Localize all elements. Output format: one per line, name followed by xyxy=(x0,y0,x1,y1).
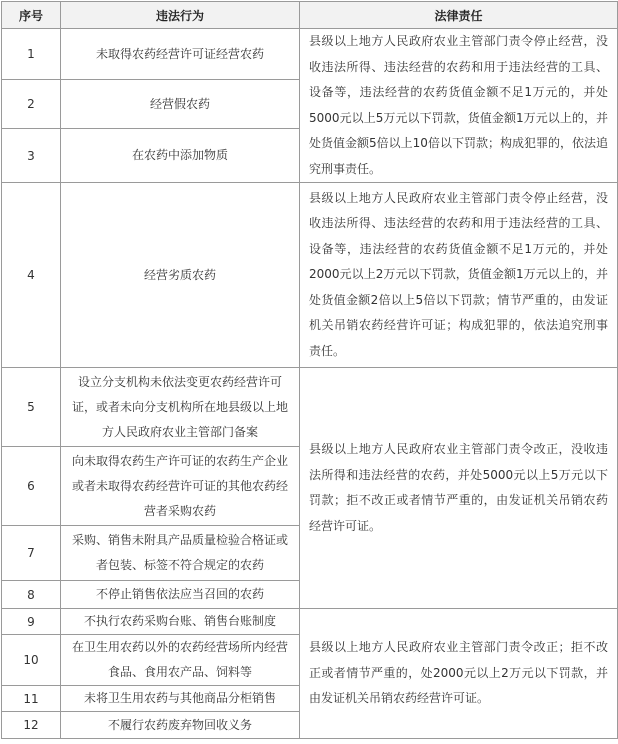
violation-cell: 设立分支机构未依法变更农药经营许可证，或者未向分支机构所在地县级以上地方人民政府农业主管部门备案 xyxy=(61,368,300,447)
violation-cell: 向未取得农药生产许可证的农药生产企业或者未取得农药经营许可证的其他农药经营者采购农药 xyxy=(61,447,300,526)
penalty-cell: 县级以上地方人民政府农业主管部门责令停止经营，没收违法所得、违法经营的农药和用于违法经营的工具、设备等，违法经营的农药货值金额不足1万元的，并处5000元以上5万元以下罚款，货值金额1万元以上的，并处货值金额5倍以上10倍以下罚款；构成犯罪的，依法追究刑事责任。 xyxy=(300,29,618,183)
row-number: 8 xyxy=(2,581,61,609)
violation-cell: 采购、销售未附具产品质量检验合格证或者包装、标签不符合规定的农药 xyxy=(61,526,300,581)
header-no: 序号 xyxy=(2,2,61,29)
row-number: 11 xyxy=(2,686,61,712)
penalty-table xyxy=(1,1,618,739)
violation-cell: 经营劣质农药 xyxy=(61,183,300,368)
row-number: 1 xyxy=(2,29,61,80)
violation-cell: 经营假农药 xyxy=(61,80,300,129)
table-row xyxy=(2,29,618,80)
table-header-row xyxy=(2,2,618,29)
row-number: 12 xyxy=(2,712,61,739)
row-number: 5 xyxy=(2,368,61,447)
violation-cell: 未取得农药经营许可证经营农药 xyxy=(61,29,300,80)
violation-cell: 未将卫生用农药与其他商品分柜销售 xyxy=(61,686,300,712)
header-penalty: 法律责任 xyxy=(300,2,618,29)
row-number: 2 xyxy=(2,80,61,129)
row-number: 4 xyxy=(2,183,61,368)
header-act: 违法行为 xyxy=(61,2,300,29)
penalty-cell: 县级以上地方人民政府农业主管部门责令改正，没收违法所得和违法经营的农药，并处5000元以上5万元以下罚款；拒不改正或者情节严重的，由发证机关吊销农药经营许可证。 xyxy=(300,368,618,609)
penalty-cell: 县级以上地方人民政府农业主管部门责令改正；拒不改正或者情节严重的，处2000元以上2万元以下罚款，并由发证机关吊销农药经营许可证。 xyxy=(300,609,618,739)
row-number: 6 xyxy=(2,447,61,526)
penalty-cell: 县级以上地方人民政府农业主管部门责令停止经营，没收违法所得、违法经营的农药和用于违法经营的工具、设备等，违法经营的农药货值金额不足1万元的，并处2000元以上2万元以下罚款，货值金额1万元以上的，并处货值金额2倍以上5倍以下罚款；情节严重的，由发证机关吊销农药经营许可证；构成犯罪的，依法追究刑事责任。 xyxy=(300,183,618,368)
table-row xyxy=(2,368,618,447)
row-number: 9 xyxy=(2,609,61,635)
row-number: 7 xyxy=(2,526,61,581)
violation-cell: 在农药中添加物质 xyxy=(61,129,300,183)
violation-cell: 不停止销售依法应当召回的农药 xyxy=(61,581,300,609)
table-row xyxy=(2,183,618,368)
row-number: 10 xyxy=(2,635,61,686)
violation-cell: 在卫生用农药以外的农药经营场所内经营食品、食用农产品、饲料等 xyxy=(61,635,300,686)
violation-cell: 不执行农药采购台账、销售台账制度 xyxy=(61,609,300,635)
row-number: 3 xyxy=(2,129,61,183)
violation-cell: 不履行农药废弃物回收义务 xyxy=(61,712,300,739)
table-row xyxy=(2,609,618,635)
